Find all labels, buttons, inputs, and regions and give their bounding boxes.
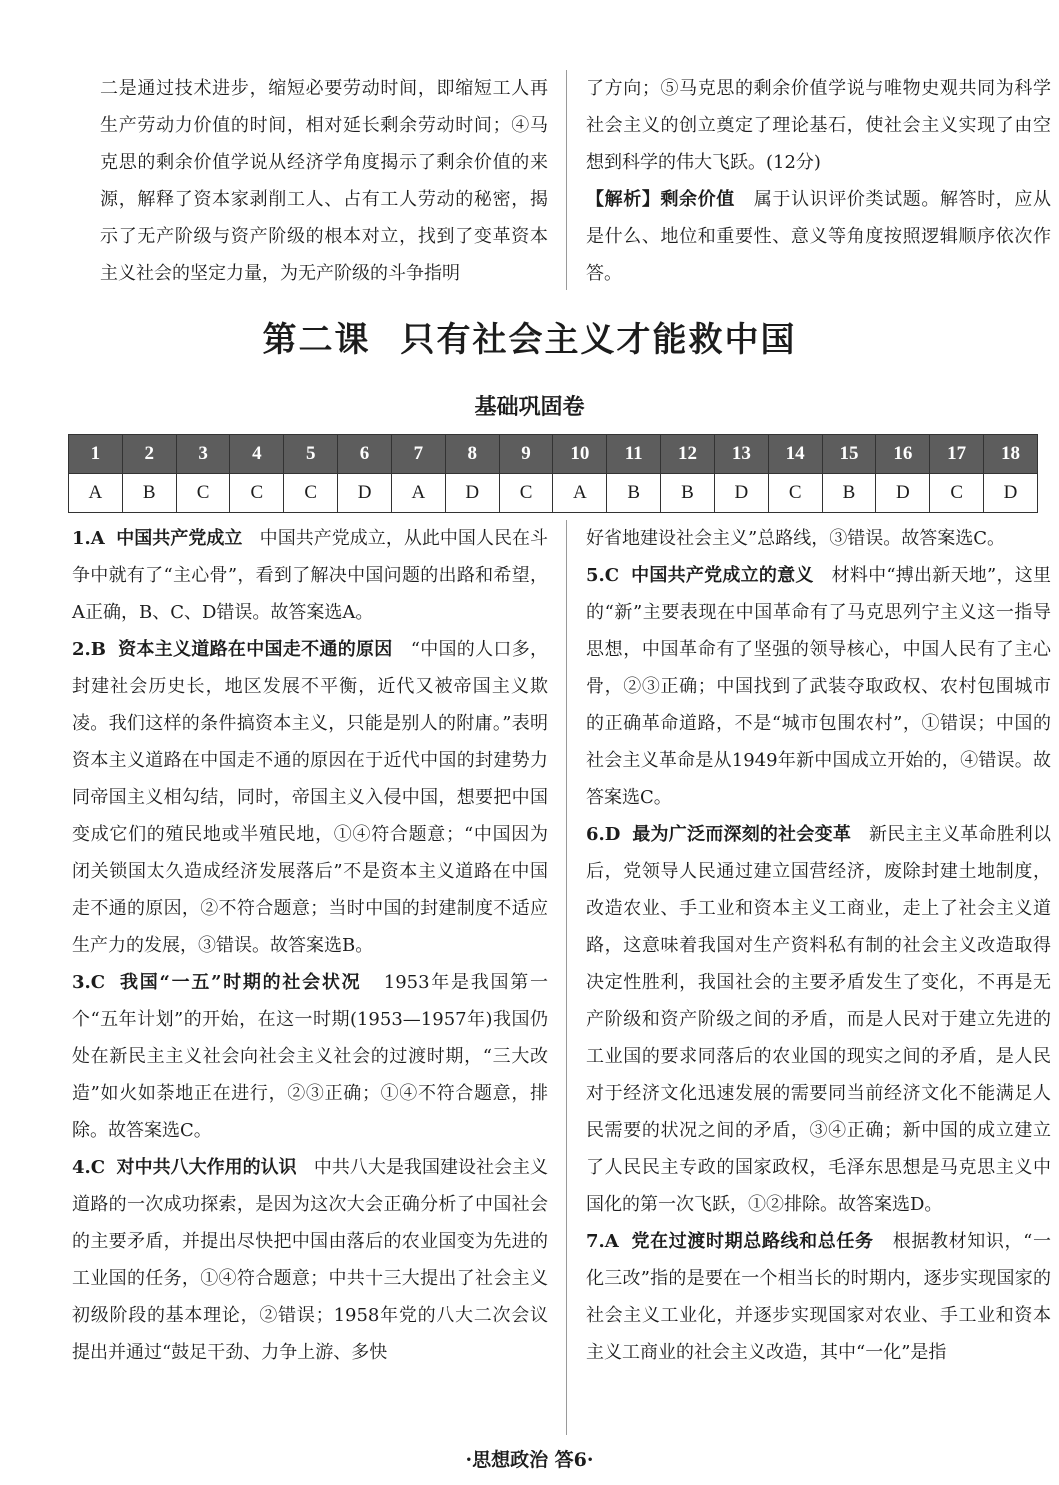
item-topic: 对中共八大作用的认识 — [116, 1157, 297, 1178]
item-text: 新民主主义革命胜利以后，党领导人民通过建立国营经济，废除封建土地制度，改造农业、手工业和资本主义工商业，走上了社会主义道路，这意味着我国对生产资料私有制的社会主义改造取得决定性胜利，我国社会的主要矛盾发生了变化，不再是无产阶级和资产阶级之间的矛盾，而是人民对于建立先进的工业国的要求同落后的农业国的现实之间的矛盾，是人民对于经济文化迅速发展的需要同当前经济文化不能满足人民需要的状况之间的矛盾，③④正确；新中国的成立建立了人民民主专政的国家政权，毛泽东思想是马克思主义中国化的第一次飞跃，①②排除。故答案选D。 — [586, 824, 1052, 1215]
item-number: 6.D — [586, 824, 621, 845]
item-text: 好省地建设社会主义”总路线，③错误。故答案选C。 — [586, 528, 1005, 549]
question-number: 13 — [714, 435, 768, 474]
top-left-column — [100, 70, 548, 292]
answer-cell: C — [284, 474, 338, 513]
item-number: 1.A — [72, 528, 105, 549]
answer-explanation-1 — [72, 520, 548, 631]
section-title: 基础巩固卷 — [474, 395, 585, 420]
question-number: 4 — [230, 435, 284, 474]
question-number: 9 — [499, 435, 553, 474]
item-text: 1953年是我国第一个“五年计划”的开始，在这一时期(1953—1957年)我国仍处在新民主主义社会向社会主义社会的过渡时期，“三大改造”如火如荼地正在进行，②③正确；①④不符合题意，排除。故答案选C。 — [72, 972, 548, 1141]
question-number: 17 — [930, 435, 984, 474]
answer-explanation-5 — [586, 557, 1051, 816]
answer-table-header-row — [69, 435, 1038, 474]
top-left-text: 二是通过技术进步，缩短必要劳动时间，即缩短工人再生产劳动力价值的时间，相对延长剩余劳动时间；④马克思的剩余价值学说从经济学角度揭示了剩余价值的来源，解释了资本家剥削工人、占有工人劳动的秘密，揭示了无产阶级与资产阶级的根本对立，找到了变革资本主义社会的坚定力量，为无产阶级的斗争指明 — [100, 78, 548, 284]
question-number: 8 — [445, 435, 499, 474]
answer-cell: C — [230, 474, 284, 513]
analysis-label: 【解析】 — [586, 189, 661, 210]
answer-explanation-6 — [586, 816, 1051, 1223]
analysis-text: 属于认识评价类试题。解答时，应从是什么、地位和重要性、意义等角度按照逻辑顺序依次作答。 — [586, 189, 1052, 284]
item-number: 3.C — [72, 972, 106, 993]
answer-cell: D — [338, 474, 392, 513]
analysis-topic: 剩余价值 — [660, 189, 735, 210]
column-divider-top — [566, 70, 567, 290]
question-number: 3 — [176, 435, 230, 474]
answer-table-answer-row — [69, 474, 1038, 513]
item-topic: 我国“一五”时期的社会状况 — [120, 972, 362, 993]
answer-cell: C — [930, 474, 984, 513]
item-topic: 中国共产党成立 — [116, 528, 243, 549]
answer-table — [68, 434, 1038, 513]
item-topic: 党在过渡时期总路线和总任务 — [631, 1231, 874, 1252]
answer-cell: D — [984, 474, 1038, 513]
question-number: 15 — [822, 435, 876, 474]
top-right-column — [586, 70, 1051, 292]
question-number: 12 — [661, 435, 715, 474]
lesson-number: 第二课 — [262, 320, 371, 360]
left-column — [72, 520, 548, 1371]
answer-cell: C — [499, 474, 553, 513]
question-number: 5 — [284, 435, 338, 474]
answer-cell: C — [768, 474, 822, 513]
item-text: 中国共产党成立，从此中国人民在斗争中就有了“主心骨”，看到了解决中国问题的出路和希望，A正确，B、C、D错误。故答案选A。 — [72, 528, 549, 623]
answer-cell: A — [69, 474, 123, 513]
item-topic: 资本主义道路在中国走不通的原因 — [118, 639, 393, 660]
item-text: 材料中“搏出新天地”，这里的“新”主要表现在中国革命有了马克思列宁主义这一指导思想，中国革命有了坚强的领导核心，中国人民有了主心骨，②③正确；中国找到了武装夺取政权、农村包围城市的正确革命道路，不是“城市包围农村”，①错误；中国的社会主义革命是从1949年新中国成立开始的，④错误。故答案选C。 — [586, 565, 1052, 808]
answer-explanation-4 — [72, 1149, 548, 1371]
answer-cell: B — [607, 474, 661, 513]
answer-cell: D — [445, 474, 499, 513]
answer-explanation-2 — [72, 631, 548, 964]
question-number: 7 — [391, 435, 445, 474]
answer-explanation-7 — [586, 1223, 1051, 1371]
item-text: 中共八大是我国建设社会主义道路的一次成功探索，是因为这次大会正确分析了中国社会的主要矛盾，并提出尽快把中国由落后的农业国变为先进的工业国的任务，①④符合题意；中共十三大提出了社会主义初级阶段的基本理论，②错误；1958年党的八大二次会议提出并通过“鼓足干劲、力争上游、多快 — [72, 1157, 549, 1363]
answer-cell: B — [822, 474, 876, 513]
item-number: 5.C — [586, 565, 620, 586]
lesson-title — [0, 312, 1059, 361]
question-number: 11 — [607, 435, 661, 474]
answer-explanation-4-continued — [586, 520, 1051, 557]
question-number: 2 — [122, 435, 176, 474]
answer-cell: C — [176, 474, 230, 513]
answer-cell: B — [661, 474, 715, 513]
answer-cell: D — [714, 474, 768, 513]
item-text: “中国的人口多，封建社会历史长，地区发展不平衡，近代又被帝国主义欺凌。我们这样的条件搞资本主义，只能是别人的附庸。”表明资本主义道路在中国走不通的原因在于近代中国的封建势力同帝国主义相勾结，同时，帝国主义入侵中国，想要把中国变成它们的殖民地或半殖民地，①④符合题意；“中国因为闭关锁国太久造成经济发展落后”不是资本主义道路在中国走不通的原因，②不符合题意；当时中国的封建制度不适应生产力的发展，③错误。故答案选B。 — [72, 639, 549, 956]
question-number: 1 — [69, 435, 123, 474]
item-text: 根据教材知识，“一化三改”指的是要在一个相当长的时期内，逐步实现国家的社会主义工业化，并逐步实现国家对农业、手工业和资本主义工商业的社会主义改造，其中“一化”是指 — [586, 1231, 1051, 1363]
lesson-name: 只有社会主义才能救中国 — [400, 320, 797, 360]
right-column — [586, 520, 1051, 1371]
analysis-paragraph — [586, 181, 1051, 292]
question-number: 18 — [984, 435, 1038, 474]
top-right-text: 了方向；⑤马克思的剩余价值学说与唯物史观共同为科学社会主义的创立奠定了理论基石，使社会主义实现了由空想到科学的伟大飞跃。(12分) — [586, 78, 1051, 173]
answer-cell: A — [391, 474, 445, 513]
column-divider-bottom — [566, 520, 567, 1435]
item-number: 2.B — [72, 639, 107, 660]
item-number: 4.C — [72, 1157, 106, 1178]
question-number: 14 — [768, 435, 822, 474]
item-number: 7.A — [586, 1231, 619, 1252]
question-number: 16 — [876, 435, 930, 474]
page-footer: ·思想政治 答6· — [465, 1449, 594, 1471]
answer-cell: D — [876, 474, 930, 513]
answer-cell: A — [553, 474, 607, 513]
question-number: 10 — [553, 435, 607, 474]
answer-cell: B — [122, 474, 176, 513]
item-topic: 最为广泛而深刻的社会变革 — [632, 824, 852, 845]
answer-explanation-3 — [72, 964, 548, 1149]
question-number: 6 — [338, 435, 392, 474]
item-topic: 中国共产党成立的意义 — [631, 565, 814, 586]
